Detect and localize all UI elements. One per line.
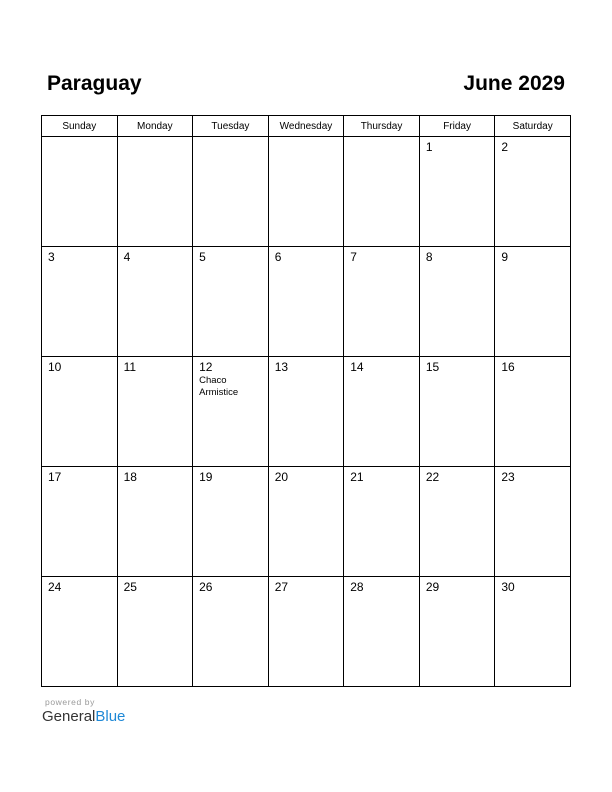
- day-cell: [42, 137, 118, 247]
- day-number: 10: [48, 360, 62, 374]
- day-number: 14: [350, 360, 364, 374]
- weekday-header: Monday: [117, 116, 193, 137]
- day-number: 20: [274, 470, 289, 484]
- day-number: 28: [350, 580, 364, 594]
- day-cell: [419, 577, 495, 687]
- day-cell: [495, 247, 571, 357]
- weekday-header: Wednesday: [268, 116, 344, 137]
- month-year-title: June 2029: [463, 72, 565, 95]
- week-row: [42, 467, 571, 577]
- weekday-header: Friday: [419, 116, 495, 137]
- day-number: 6: [274, 250, 282, 264]
- day-cell: [344, 577, 420, 687]
- day-number: 18: [123, 470, 137, 484]
- weekday-header: Thursday: [344, 116, 420, 137]
- day-number: 15: [425, 360, 440, 374]
- day-number: 2: [501, 140, 509, 154]
- day-number: 7: [350, 250, 357, 264]
- day-number: 11: [123, 360, 137, 374]
- day-number: 30: [501, 580, 515, 594]
- day-cell: [117, 577, 193, 687]
- day-number: 4: [123, 250, 131, 264]
- day-number: 17: [48, 470, 62, 484]
- weekday-header: Saturday: [495, 116, 571, 137]
- day-cell: [495, 467, 571, 577]
- day-cell: [344, 357, 420, 467]
- day-cell: [495, 137, 571, 247]
- day-cell: [268, 247, 344, 357]
- day-cell: [42, 467, 118, 577]
- day-cell: [268, 137, 344, 247]
- day-cell: [42, 357, 118, 467]
- week-row: [42, 247, 571, 357]
- day-cell: [193, 577, 269, 687]
- day-cell: [495, 577, 571, 687]
- day-cell: [344, 467, 420, 577]
- day-number: 16: [501, 360, 515, 374]
- day-number: 23: [501, 470, 515, 484]
- day-cell: [117, 467, 193, 577]
- day-cell: [193, 137, 269, 247]
- day-cell: [42, 577, 118, 687]
- day-cell: [117, 247, 193, 357]
- day-number: 12: [199, 360, 213, 374]
- day-number: 19: [199, 470, 213, 484]
- day-number: 5: [199, 250, 206, 264]
- day-cell: [344, 137, 420, 247]
- day-cell: [344, 247, 420, 357]
- day-cell: [117, 357, 193, 467]
- day-number: 8: [425, 250, 433, 264]
- day-cell: [419, 247, 495, 357]
- footer-branding: [42, 697, 125, 725]
- day-cell: [419, 137, 495, 247]
- brand-name-blue: Blue: [95, 708, 126, 725]
- day-number: 25: [123, 580, 137, 594]
- day-cell: [419, 357, 495, 467]
- day-number: 26: [199, 580, 213, 594]
- weekday-header-row: [42, 116, 571, 137]
- day-cell: [42, 247, 118, 357]
- week-row: [42, 577, 571, 687]
- powered-by-text: powered by: [45, 697, 95, 707]
- weekday-header: Sunday: [42, 116, 118, 137]
- holiday-label: Chaco Armistice: [199, 375, 239, 398]
- day-number: 24: [48, 580, 62, 594]
- week-row: [42, 137, 571, 247]
- day-number: 1: [425, 140, 433, 154]
- weekday-header: Tuesday: [193, 116, 269, 137]
- brand-logo[interactable]: [42, 708, 125, 725]
- week-row: [42, 357, 571, 467]
- day-number: 27: [274, 580, 289, 594]
- day-cell: [419, 467, 495, 577]
- day-cell: [268, 357, 344, 467]
- day-cell: [193, 467, 269, 577]
- day-cell: [268, 577, 344, 687]
- day-cell: [193, 357, 269, 467]
- day-number: 21: [350, 470, 364, 484]
- country-title: Paraguay: [47, 72, 142, 95]
- day-number: 9: [501, 250, 509, 264]
- day-cell: [268, 467, 344, 577]
- day-cell: [193, 247, 269, 357]
- day-cell: [495, 357, 571, 467]
- day-cell: [117, 137, 193, 247]
- day-number: 29: [425, 580, 440, 594]
- day-number: 13: [274, 360, 289, 374]
- brand-name-general: General: [42, 708, 96, 725]
- day-number: 22: [425, 470, 440, 484]
- calendar-grid: [41, 115, 571, 687]
- day-number: 3: [48, 250, 55, 264]
